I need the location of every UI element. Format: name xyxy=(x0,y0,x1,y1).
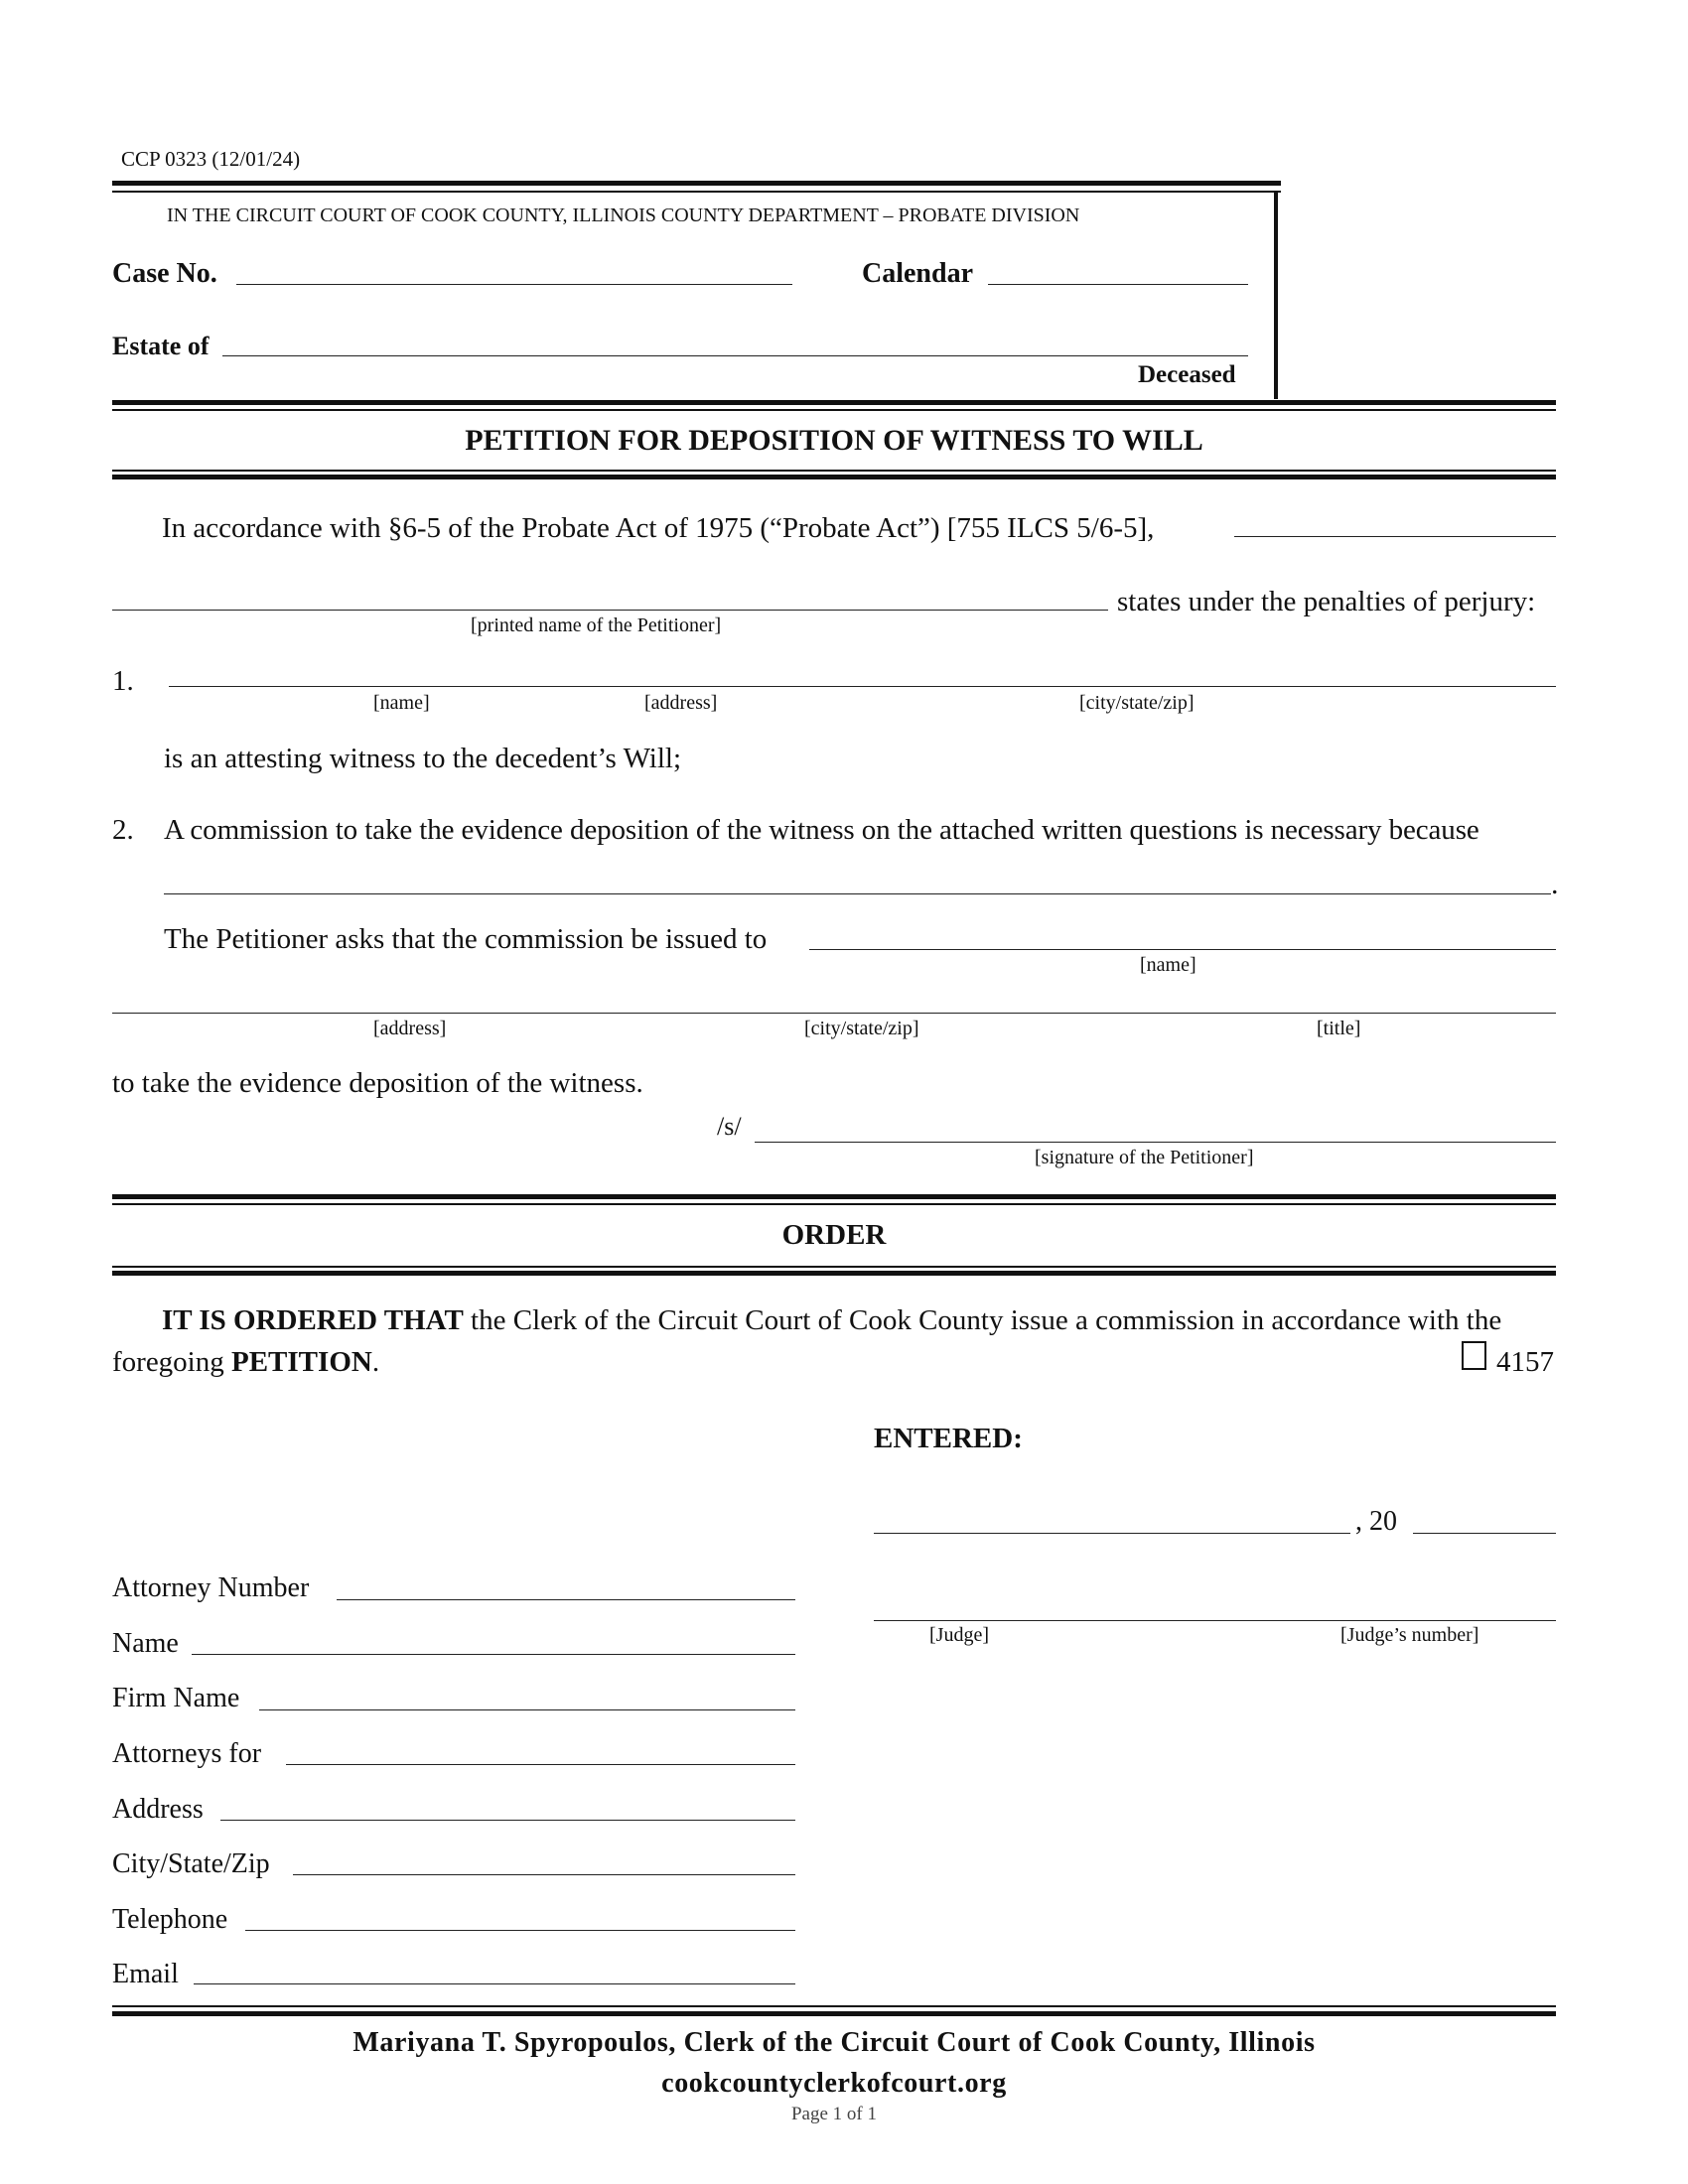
attorneys-for-line xyxy=(286,1764,795,1765)
city-state-zip-label: City/State/Zip xyxy=(112,1848,270,1879)
petitioner-name-input-1[interactable] xyxy=(1236,506,1554,536)
witness-input[interactable] xyxy=(171,656,1554,686)
petitioner-name-input-2[interactable] xyxy=(114,580,1106,610)
signature-prefix: /s/ xyxy=(717,1112,742,1141)
name-input[interactable] xyxy=(194,1624,793,1654)
name-label: Name xyxy=(112,1628,179,1659)
header-top-rule xyxy=(112,181,1281,186)
order-text-line-1 xyxy=(162,1306,1501,1335)
witness-city-caption: [city/state/zip] xyxy=(1079,692,1195,714)
attorney-number-label: Attorney Number xyxy=(112,1572,310,1603)
commission-text: The Petitioner asks that the commission be issued to xyxy=(164,923,768,955)
address-line xyxy=(220,1820,795,1821)
penalties-text: states under the penalties of perjury: xyxy=(1117,586,1536,617)
attorney-number-line xyxy=(337,1599,795,1600)
header-top-rule-thin xyxy=(112,191,1281,193)
year-prefix: , 20 xyxy=(1355,1506,1397,1537)
telephone-label: Telephone xyxy=(112,1904,228,1935)
order-rule-top xyxy=(112,1194,1556,1199)
calendar-label: Calendar xyxy=(862,258,973,289)
document-title: PETITION FOR DEPOSITION OF WITNESS TO WILL xyxy=(465,424,1203,457)
order-heading: ORDER xyxy=(781,1219,887,1251)
email-label: Email xyxy=(112,1959,179,1989)
footer-rule-thin xyxy=(112,2005,1556,2007)
attorneys-for-label: Attorneys for xyxy=(112,1738,262,1769)
witness-address-caption: [address] xyxy=(644,692,718,714)
reason-line xyxy=(164,893,1551,894)
petitioner-line-2 xyxy=(112,610,1108,611)
item-2-number: 2. xyxy=(112,814,134,846)
entered-label: ENTERED: xyxy=(874,1423,1023,1454)
item-2-text: A commission to take the evidence deposition of the witness on the attached written questions is necessary because xyxy=(164,814,1479,846)
order-code: 4157 xyxy=(1496,1346,1554,1378)
judge-number-caption: [Judge’s number] xyxy=(1340,1624,1479,1646)
item-1-text: is an attesting witness to the decedent’s Will; xyxy=(164,743,682,774)
order-text-line-2 xyxy=(112,1348,379,1377)
judge-line xyxy=(874,1620,1556,1621)
entered-date-line xyxy=(874,1533,1350,1534)
ordered-text: the Clerk of the Circuit Court of Cook County issue a commission in accordance with the xyxy=(463,1304,1502,1336)
court-heading: IN THE CIRCUIT COURT OF COOK COUNTY, ILLINOIS COUNTY DEPARTMENT – PROBATE DIVISION xyxy=(167,205,1080,226)
deposition-text: to take the evidence deposition of the witness. xyxy=(112,1067,643,1099)
telephone-line xyxy=(245,1930,795,1931)
city-state-zip-line xyxy=(293,1874,795,1875)
form-id: CCP 0323 (12/01/24) xyxy=(121,147,301,171)
ordered-bold: IT IS ORDERED THAT xyxy=(162,1304,464,1336)
petition-intro: In accordance with §6-5 of the Probate Act of 1975 (“Probate Act”) [755 ILCS 5/6-5], xyxy=(162,512,1155,544)
signature-caption: [signature of the Petitioner] xyxy=(1035,1147,1254,1168)
witness-name-caption: [name] xyxy=(373,692,430,714)
witness-line xyxy=(169,686,1556,687)
title-rule-bottom-thin xyxy=(112,470,1556,472)
commissioner-address-line xyxy=(112,1013,1556,1014)
case-no-line xyxy=(236,284,792,285)
header-right-rule xyxy=(1274,191,1278,399)
calendar-line xyxy=(988,284,1248,285)
foregoing-text: foregoing xyxy=(112,1346,231,1378)
city-state-zip-input[interactable] xyxy=(295,1844,793,1874)
deceased-label: Deceased xyxy=(1138,361,1236,388)
item-1-number: 1. xyxy=(112,665,134,697)
entered-date-input[interactable] xyxy=(876,1503,1348,1533)
order-rule-top-thin xyxy=(112,1203,1556,1205)
email-line xyxy=(194,1983,795,1984)
printed-name-caption: [printed name of the Petitioner] xyxy=(471,614,722,636)
footer-rule xyxy=(112,2011,1556,2016)
petition-bold: PETITION xyxy=(231,1346,372,1378)
attorney-number-input[interactable] xyxy=(339,1570,793,1599)
order-checkbox[interactable] xyxy=(1462,1341,1486,1370)
footer-clerk: Mariyana T. Spyropoulos, Clerk of the Circuit Court of Cook County, Illinois xyxy=(352,2027,1316,2058)
commissioner-name-input[interactable] xyxy=(811,919,1554,949)
page-number: Page 1 of 1 xyxy=(790,2104,877,2124)
email-input[interactable] xyxy=(196,1954,793,1983)
commissioner-address-input[interactable] xyxy=(114,983,1554,1013)
firm-name-input[interactable] xyxy=(261,1680,793,1709)
case-no-input[interactable] xyxy=(238,254,790,284)
estate-of-label: Estate of xyxy=(112,332,210,360)
reason-input[interactable] xyxy=(166,864,1549,893)
signature-input[interactable] xyxy=(757,1112,1554,1142)
footer-website[interactable]: cookcountyclerkofcourt.org xyxy=(661,2068,1007,2099)
commissioner-city-caption: [city/state/zip] xyxy=(804,1018,919,1039)
attorneys-for-input[interactable] xyxy=(288,1734,793,1764)
judge-caption: [Judge] xyxy=(929,1624,989,1646)
telephone-input[interactable] xyxy=(247,1900,793,1930)
address-input[interactable] xyxy=(222,1790,793,1820)
title-rule-bottom xyxy=(112,475,1556,479)
title-rule-top-thin xyxy=(112,409,1556,411)
order-rule-bottom-thin xyxy=(112,1266,1556,1268)
firm-name-line xyxy=(259,1709,795,1710)
firm-name-label: Firm Name xyxy=(112,1683,240,1713)
signature-line xyxy=(755,1142,1556,1143)
name-line xyxy=(192,1654,795,1655)
case-no-label: Case No. xyxy=(112,258,217,289)
title-rule-top xyxy=(112,400,1556,405)
calendar-input[interactable] xyxy=(990,254,1246,284)
estate-line xyxy=(222,355,1248,356)
year-line xyxy=(1413,1533,1556,1534)
petitioner-line-1 xyxy=(1234,536,1556,537)
address-label: Address xyxy=(112,1794,204,1825)
judge-input[interactable] xyxy=(876,1590,1554,1620)
estate-input[interactable] xyxy=(224,326,1246,355)
reason-period: . xyxy=(1551,868,1559,900)
commissioner-name-caption: [name] xyxy=(1140,954,1196,976)
order-rule-bottom xyxy=(112,1271,1556,1276)
year-input[interactable] xyxy=(1415,1503,1554,1533)
commissioner-address-caption: [address] xyxy=(373,1018,447,1039)
petition-end: . xyxy=(371,1346,380,1378)
commissioner-name-line xyxy=(809,949,1556,950)
commissioner-title-caption: [title] xyxy=(1317,1018,1361,1039)
